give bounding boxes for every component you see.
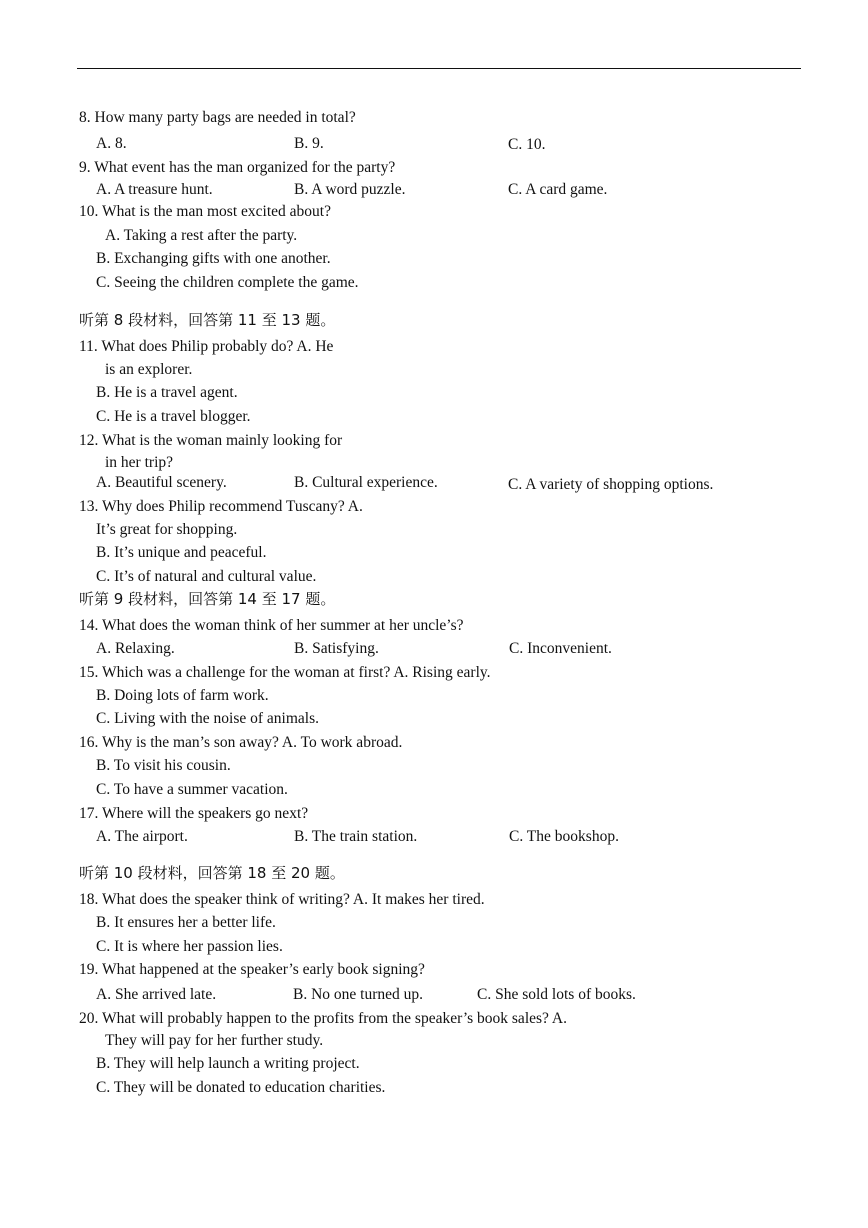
question-19-option-b: B. No one turned up. xyxy=(293,986,424,1003)
question-9-option-b: B. A word puzzle. xyxy=(294,181,406,198)
question-10-stem: 10. What is the man most excited about? xyxy=(79,203,331,220)
question-15-option-c: C. Living with the noise of animals. xyxy=(96,710,320,727)
question-16-option-b: B. To visit his cousin. xyxy=(96,757,231,774)
section-9-heading: 听第 9 段材料，回答第 14 至 17 题。 xyxy=(79,590,336,608)
question-20-option-b: B. They will help launch a writing project. xyxy=(96,1055,360,1072)
question-16-stem: 16. Why is the man’s son away? A. To work abroad. xyxy=(79,734,403,751)
question-12-stem-continued: in her trip? xyxy=(105,454,174,471)
section-10-heading: 听第 10 段材料，回答第 18 至 20 题。 xyxy=(79,864,345,882)
question-19-option-a: A. She arrived late. xyxy=(96,986,217,1003)
question-11-option-a: is an explorer. xyxy=(105,361,193,378)
question-13-stem: 13. Why does Philip recommend Tuscany? A. xyxy=(79,498,363,515)
question-19-option-c: C. She sold lots of books. xyxy=(477,986,636,1003)
question-12-option-c: C. A variety of shopping options. xyxy=(508,476,714,493)
question-13-option-a: It’s great for shopping. xyxy=(96,521,238,538)
question-11-option-b: B. He is a travel agent. xyxy=(96,384,238,401)
question-14-option-c: C. Inconvenient. xyxy=(509,640,612,657)
question-20-stem: 20. What will probably happen to the profits from the speaker’s book sales? A. xyxy=(79,1010,568,1027)
question-14-option-b: B. Satisfying. xyxy=(294,640,379,657)
section-8-heading: 听第 8 段材料，回答第 11 至 13 题。 xyxy=(79,311,336,329)
question-18-stem: 18. What does the speaker think of writing? A. It makes her tired. xyxy=(79,891,485,908)
question-17-option-a: A. The airport. xyxy=(96,828,188,845)
question-20-option-c: C. They will be donated to education charities. xyxy=(96,1079,386,1096)
question-13-option-c: C. It’s of natural and cultural value. xyxy=(96,568,317,585)
question-13-option-b: B. It’s unique and peaceful. xyxy=(96,544,267,561)
question-14-stem: 14. What does the woman think of her summer at her uncle’s? xyxy=(79,617,464,634)
question-8-option-c: C. 10. xyxy=(508,136,546,153)
question-9-option-a: A. A treasure hunt. xyxy=(96,181,213,198)
question-14-option-a: A. Relaxing. xyxy=(96,640,175,657)
header-rule xyxy=(77,68,801,69)
question-17-option-b: B. The train station. xyxy=(294,828,418,845)
question-18-option-b: B. It ensures her a better life. xyxy=(96,914,276,931)
question-20-option-a: They will pay for her further study. xyxy=(105,1032,324,1049)
question-8-option-a: A. 8. xyxy=(96,135,127,152)
question-9-stem: 9. What event has the man organized for the party? xyxy=(79,159,396,176)
question-17-option-c: C. The bookshop. xyxy=(509,828,619,845)
question-11-option-c: C. He is a travel blogger. xyxy=(96,408,251,425)
question-12-option-b: B. Cultural experience. xyxy=(294,474,438,491)
question-9-option-c: C. A card game. xyxy=(508,181,608,198)
question-10-option-b: B. Exchanging gifts with one another. xyxy=(96,250,331,267)
question-17-stem: 17. Where will the speakers go next? xyxy=(79,805,309,822)
question-11-stem: 11. What does Philip probably do? A. He xyxy=(79,338,334,355)
question-15-option-b: B. Doing lots of farm work. xyxy=(96,687,269,704)
question-15-stem: 15. Which was a challenge for the woman at first? A. Rising early. xyxy=(79,664,491,681)
question-10-option-a: A. Taking a rest after the party. xyxy=(105,227,298,244)
question-12-option-a: A. Beautiful scenery. xyxy=(96,474,227,491)
question-18-option-c: C. It is where her passion lies. xyxy=(96,938,283,955)
question-8-stem: 8. How many party bags are needed in total? xyxy=(79,109,356,126)
question-8-option-b: B. 9. xyxy=(294,135,324,152)
question-19-stem: 19. What happened at the speaker’s early book signing? xyxy=(79,961,425,978)
question-12-stem: 12. What is the woman mainly looking for xyxy=(79,432,343,449)
question-16-option-c: C. To have a summer vacation. xyxy=(96,781,288,798)
question-10-option-c: C. Seeing the children complete the game. xyxy=(96,274,359,291)
